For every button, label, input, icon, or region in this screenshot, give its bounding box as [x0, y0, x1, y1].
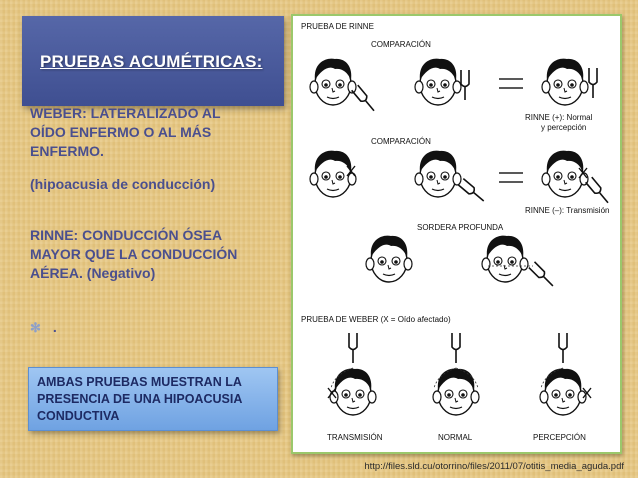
face-illustration — [433, 369, 479, 415]
rinne-negative-label: RINNE (–): Transmisión — [525, 206, 610, 215]
figure-illustration — [293, 16, 620, 452]
face-illustration — [542, 59, 588, 105]
deafness-label: SORDERA PROFUNDA — [417, 223, 504, 232]
face-illustration — [415, 151, 461, 197]
conclusion-box — [28, 367, 278, 431]
conclusion-line-1: AMBAS PRUEBAS MUESTRAN LA — [37, 375, 242, 389]
tuning-fork-icon — [586, 177, 611, 205]
equals-icon — [499, 79, 523, 88]
face-illustration — [330, 369, 376, 415]
comparison-label-2: COMPARACIÓN — [371, 137, 431, 146]
face-illustration — [542, 151, 588, 197]
rinne-description — [30, 226, 280, 283]
normal-label: NORMAL — [438, 433, 473, 442]
tuning-fork-icon — [452, 333, 460, 363]
rinne-line-1: RINNE: CONDUCCIÓN ÓSEA — [30, 227, 223, 243]
face-illustration — [415, 59, 461, 105]
weber-title: PRUEBA DE WEBER (X = Oído afectado) — [301, 315, 451, 324]
perception-label: PERCEPCIÓN — [533, 433, 586, 442]
rinne-positive-sublabel: y percepción — [541, 123, 587, 132]
rinne-title: PRUEBA DE RINNE — [301, 22, 374, 31]
conclusion-line-2: PRESENCIA DE UNA HIPOACUSIA — [37, 392, 243, 406]
bullet-text: . — [52, 319, 57, 335]
face-illustration — [482, 236, 528, 282]
source-url[interactable]: http://files.sld.cu/otorrino/files/2011/07/otitis_media_aguda.pdf — [364, 461, 624, 472]
weber-line-2: OÍDO ENFERMO O AL MÁS — [30, 124, 212, 140]
bullet-marker-icon: ✻ — [30, 320, 41, 335]
tuning-fork-icon — [461, 70, 469, 100]
tuning-fork-icon — [559, 333, 567, 363]
tuning-fork-icon — [349, 333, 357, 363]
conclusion-line-3: CONDUCTIVA — [37, 409, 120, 423]
transmission-label: TRANSMISIÓN — [327, 433, 383, 442]
face-illustration — [310, 59, 356, 105]
rinne-line-2: MAYOR QUE LA CONDUCCIÓN — [30, 246, 238, 262]
comparison-label-1: COMPARACIÓN — [371, 40, 431, 49]
face-illustration — [540, 369, 586, 415]
slide-title: PRUEBAS ACUMÉTRICAS: — [40, 52, 263, 71]
weber-line-3: ENFERMO. — [30, 143, 104, 159]
rinne-line-3: AÉREA. (Negativo) — [30, 265, 156, 281]
weber-line-1: WEBER: LATERALIZADO AL — [30, 105, 221, 121]
face-illustration — [366, 236, 412, 282]
weber-subtitle: (hipoacusia de conducción) — [30, 176, 216, 192]
bullet-item — [30, 318, 280, 337]
hearing-tests-figure — [291, 14, 622, 454]
rinne-positive-label: RINNE (+): Normal — [525, 113, 593, 122]
weber-description — [30, 104, 280, 161]
tuning-fork-icon — [458, 179, 486, 204]
equals-icon — [499, 173, 523, 182]
tuning-fork-icon — [589, 68, 597, 98]
